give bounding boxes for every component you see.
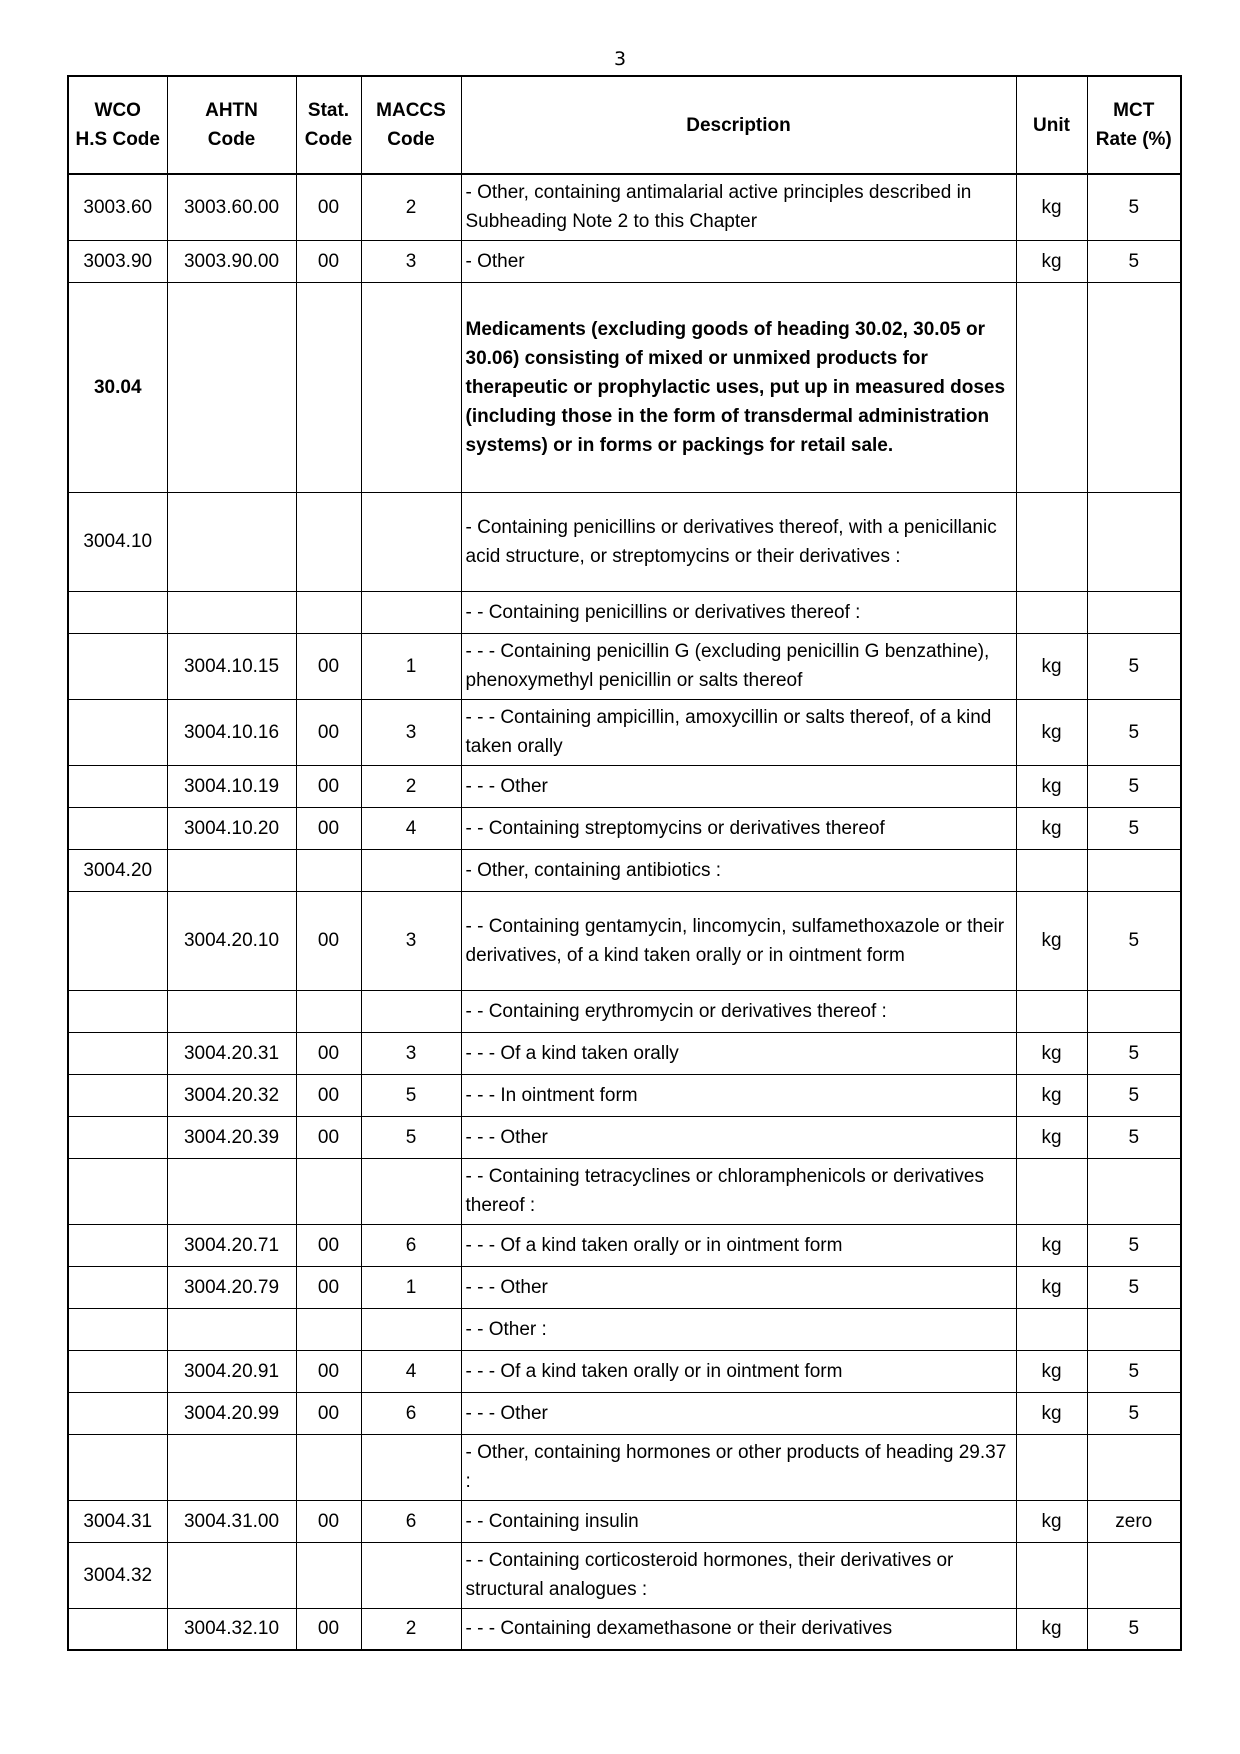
maccs-code-cell: 4 [361, 1350, 461, 1392]
table-row [68, 1266, 1181, 1308]
description-cell: - Other, containing antimalarial active principles described in Subheading Note 2 to this Chapter [461, 174, 1016, 240]
maccs-code-cell [361, 849, 461, 891]
rate-cell: 5 [1087, 240, 1181, 282]
wco-code-cell: 3003.90 [68, 240, 167, 282]
table-row [68, 807, 1181, 849]
ahtn-code-cell: 3004.20.32 [167, 1074, 296, 1116]
description-cell: - - Containing tetracyclines or chloramphenicols or derivatives thereof : [461, 1158, 1016, 1224]
maccs-code-cell [361, 591, 461, 633]
unit-cell: kg [1016, 174, 1087, 240]
wco-code-cell [68, 1308, 167, 1350]
rate-cell: 5 [1087, 891, 1181, 990]
maccs-code-cell [361, 1542, 461, 1608]
table-row [68, 174, 1181, 240]
maccs-code-cell: 6 [361, 1224, 461, 1266]
table-row [68, 1350, 1181, 1392]
wco-code-cell [68, 807, 167, 849]
header-stat-code: Stat. Code [296, 76, 361, 174]
stat-code-cell: 00 [296, 1266, 361, 1308]
rate-cell: 5 [1087, 1224, 1181, 1266]
description-cell: - - Containing erythromycin or derivatives thereof : [461, 990, 1016, 1032]
unit-cell [1016, 849, 1087, 891]
header-ahtn-code: AHTN Code [167, 76, 296, 174]
rate-cell [1087, 849, 1181, 891]
stat-code-cell [296, 849, 361, 891]
rate-cell: 5 [1087, 699, 1181, 765]
stat-code-cell: 00 [296, 1500, 361, 1542]
table-row [68, 891, 1181, 990]
wco-code-cell: 3004.31 [68, 1500, 167, 1542]
table-row [68, 1392, 1181, 1434]
wco-code-cell [68, 1392, 167, 1434]
maccs-code-cell: 1 [361, 633, 461, 699]
rate-cell [1087, 1158, 1181, 1224]
stat-code-cell: 00 [296, 807, 361, 849]
unit-cell: kg [1016, 1266, 1087, 1308]
description-cell: - - - Other [461, 1392, 1016, 1434]
unit-cell: kg [1016, 240, 1087, 282]
table-row [68, 1608, 1181, 1650]
wco-code-cell: 3004.32 [68, 1542, 167, 1608]
table-row [68, 492, 1181, 591]
stat-code-cell [296, 492, 361, 591]
ahtn-code-cell [167, 282, 296, 492]
rate-cell: 5 [1087, 1392, 1181, 1434]
unit-cell: kg [1016, 1608, 1087, 1650]
ahtn-code-cell [167, 1158, 296, 1224]
stat-code-cell: 00 [296, 1074, 361, 1116]
description-cell: - Containing penicillins or derivatives thereof, with a penicillanic acid structure, or streptomycins or their derivatives : [461, 492, 1016, 591]
stat-code-cell: 00 [296, 1608, 361, 1650]
table-row [68, 1542, 1181, 1608]
stat-code-cell: 00 [296, 891, 361, 990]
maccs-code-cell: 4 [361, 807, 461, 849]
table-row [68, 240, 1181, 282]
rate-cell [1087, 492, 1181, 591]
description-cell: - - Containing corticosteroid hormones, their derivatives or structural analogues : [461, 1542, 1016, 1608]
wco-code-cell [68, 1350, 167, 1392]
unit-cell: kg [1016, 633, 1087, 699]
table-row [68, 1308, 1181, 1350]
rate-cell [1087, 1434, 1181, 1500]
wco-code-cell [68, 1158, 167, 1224]
header-maccs-code: MACCS Code [361, 76, 461, 174]
ahtn-code-cell: 3004.10.15 [167, 633, 296, 699]
ahtn-code-cell [167, 591, 296, 633]
rate-cell: 5 [1087, 633, 1181, 699]
table-row [68, 699, 1181, 765]
stat-code-cell: 00 [296, 1116, 361, 1158]
stat-code-cell [296, 1158, 361, 1224]
description-cell: - Other, containing hormones or other products of heading 29.37 : [461, 1434, 1016, 1500]
ahtn-code-cell: 3003.60.00 [167, 174, 296, 240]
ahtn-code-cell: 3004.20.31 [167, 1032, 296, 1074]
maccs-code-cell [361, 1308, 461, 1350]
ahtn-code-cell: 3003.90.00 [167, 240, 296, 282]
description-cell: - - Containing gentamycin, lincomycin, sulfamethoxazole or their derivatives, of a kind taken orally or in ointment form [461, 891, 1016, 990]
unit-cell: kg [1016, 807, 1087, 849]
wco-code-cell: 3004.10 [68, 492, 167, 591]
unit-cell: kg [1016, 1116, 1087, 1158]
rate-cell [1087, 990, 1181, 1032]
rate-cell [1087, 282, 1181, 492]
unit-cell: kg [1016, 1392, 1087, 1434]
wco-code-cell [68, 891, 167, 990]
unit-cell: kg [1016, 1350, 1087, 1392]
stat-code-cell [296, 990, 361, 1032]
wco-code-cell [68, 1116, 167, 1158]
ahtn-code-cell [167, 849, 296, 891]
description-cell: - - Other : [461, 1308, 1016, 1350]
stat-code-cell [296, 1308, 361, 1350]
description-cell: - - Containing penicillins or derivatives thereof : [461, 591, 1016, 633]
table-row [68, 1434, 1181, 1500]
rate-cell: 5 [1087, 1032, 1181, 1074]
ahtn-code-cell [167, 492, 296, 591]
page-number: 3 [613, 48, 627, 70]
description-cell: Medicaments (excluding goods of heading 30.02, 30.05 or 30.06) consisting of mixed or unmixed products for therapeutic or prophylactic uses, put up in measured doses (including those in the form of transdermal administration systems) or in forms or packings for retail sale. [461, 282, 1016, 492]
unit-cell [1016, 990, 1087, 1032]
stat-code-cell: 00 [296, 1224, 361, 1266]
stat-code-cell: 00 [296, 699, 361, 765]
table-header-row [68, 76, 1181, 174]
description-cell: - - - Containing ampicillin, amoxycillin or salts thereof, of a kind taken orally [461, 699, 1016, 765]
table-row [68, 849, 1181, 891]
ahtn-code-cell: 3004.10.20 [167, 807, 296, 849]
wco-code-cell [68, 1266, 167, 1308]
rate-cell: 5 [1087, 1266, 1181, 1308]
maccs-code-cell: 2 [361, 1608, 461, 1650]
table-row [68, 1032, 1181, 1074]
unit-cell [1016, 282, 1087, 492]
table-row [68, 1074, 1181, 1116]
wco-code-cell [68, 765, 167, 807]
wco-code-cell [68, 1032, 167, 1074]
stat-code-cell: 00 [296, 1032, 361, 1074]
maccs-code-cell: 3 [361, 699, 461, 765]
maccs-code-cell: 6 [361, 1392, 461, 1434]
unit-cell: kg [1016, 699, 1087, 765]
description-cell: - - Containing insulin [461, 1500, 1016, 1542]
ahtn-code-cell [167, 1542, 296, 1608]
ahtn-code-cell: 3004.10.19 [167, 765, 296, 807]
wco-code-cell [68, 591, 167, 633]
description-cell: - - - Other [461, 1116, 1016, 1158]
table-row [68, 1158, 1181, 1224]
ahtn-code-cell: 3004.32.10 [167, 1608, 296, 1650]
wco-code-cell [68, 1074, 167, 1116]
rate-cell [1087, 591, 1181, 633]
stat-code-cell: 00 [296, 1392, 361, 1434]
ahtn-code-cell: 3004.31.00 [167, 1500, 296, 1542]
wco-code-cell [68, 633, 167, 699]
maccs-code-cell [361, 1158, 461, 1224]
unit-cell [1016, 591, 1087, 633]
table-row [68, 591, 1181, 633]
rate-cell [1087, 1542, 1181, 1608]
unit-cell: kg [1016, 765, 1087, 807]
maccs-code-cell: 1 [361, 1266, 461, 1308]
ahtn-code-cell: 3004.20.99 [167, 1392, 296, 1434]
ahtn-code-cell: 3004.20.71 [167, 1224, 296, 1266]
table-row [68, 1500, 1181, 1542]
stat-code-cell [296, 282, 361, 492]
maccs-code-cell [361, 282, 461, 492]
wco-code-cell: 30.04 [68, 282, 167, 492]
wco-code-cell [68, 1608, 167, 1650]
unit-cell [1016, 1434, 1087, 1500]
table-row [68, 633, 1181, 699]
header-wco-hs-code: WCO H.S Code [68, 76, 167, 174]
rate-cell: zero [1087, 1500, 1181, 1542]
stat-code-cell: 00 [296, 174, 361, 240]
tariff-table [67, 75, 1182, 1651]
unit-cell [1016, 1542, 1087, 1608]
description-cell: - Other, containing antibiotics : [461, 849, 1016, 891]
maccs-code-cell: 3 [361, 1032, 461, 1074]
header-unit: Unit [1016, 76, 1087, 174]
description-cell: - - - Of a kind taken orally [461, 1032, 1016, 1074]
stat-code-cell: 00 [296, 1350, 361, 1392]
table-row [68, 1224, 1181, 1266]
unit-cell [1016, 492, 1087, 591]
ahtn-code-cell: 3004.20.91 [167, 1350, 296, 1392]
unit-cell: kg [1016, 1224, 1087, 1266]
rate-cell: 5 [1087, 1116, 1181, 1158]
unit-cell: kg [1016, 1032, 1087, 1074]
stat-code-cell [296, 1542, 361, 1608]
description-cell: - - - Containing dexamethasone or their derivatives [461, 1608, 1016, 1650]
rate-cell: 5 [1087, 1074, 1181, 1116]
ahtn-code-cell: 3004.20.79 [167, 1266, 296, 1308]
unit-cell: kg [1016, 891, 1087, 990]
rate-cell [1087, 1308, 1181, 1350]
rate-cell: 5 [1087, 1608, 1181, 1650]
table-row [68, 990, 1181, 1032]
wco-code-cell [68, 1224, 167, 1266]
unit-cell [1016, 1308, 1087, 1350]
wco-code-cell [68, 990, 167, 1032]
stat-code-cell [296, 1434, 361, 1500]
ahtn-code-cell [167, 990, 296, 1032]
maccs-code-cell [361, 492, 461, 591]
ahtn-code-cell: 3004.20.39 [167, 1116, 296, 1158]
rate-cell: 5 [1087, 1350, 1181, 1392]
rate-cell: 5 [1087, 174, 1181, 240]
unit-cell [1016, 1158, 1087, 1224]
table-row [68, 282, 1181, 492]
rate-cell: 5 [1087, 765, 1181, 807]
ahtn-code-cell: 3004.10.16 [167, 699, 296, 765]
wco-code-cell [68, 1434, 167, 1500]
wco-code-cell: 3003.60 [68, 174, 167, 240]
description-cell: - - - In ointment form [461, 1074, 1016, 1116]
stat-code-cell [296, 591, 361, 633]
maccs-code-cell: 3 [361, 891, 461, 990]
description-cell: - - - Other [461, 765, 1016, 807]
description-cell: - - - Containing penicillin G (excluding penicillin G benzathine), phenoxymethyl penicillin or salts thereof [461, 633, 1016, 699]
description-cell: - - Containing streptomycins or derivatives thereof [461, 807, 1016, 849]
wco-code-cell [68, 699, 167, 765]
unit-cell: kg [1016, 1074, 1087, 1116]
stat-code-cell: 00 [296, 765, 361, 807]
header-mct-rate: MCT Rate (%) [1087, 76, 1181, 174]
description-cell: - - - Other [461, 1266, 1016, 1308]
ahtn-code-cell [167, 1308, 296, 1350]
wco-code-cell: 3004.20 [68, 849, 167, 891]
table-row [68, 1116, 1181, 1158]
maccs-code-cell: 3 [361, 240, 461, 282]
maccs-code-cell: 5 [361, 1116, 461, 1158]
rate-cell: 5 [1087, 807, 1181, 849]
stat-code-cell: 00 [296, 240, 361, 282]
stat-code-cell: 00 [296, 633, 361, 699]
maccs-code-cell [361, 1434, 461, 1500]
unit-cell: kg [1016, 1500, 1087, 1542]
ahtn-code-cell: 3004.20.10 [167, 891, 296, 990]
maccs-code-cell: 5 [361, 1074, 461, 1116]
maccs-code-cell: 6 [361, 1500, 461, 1542]
description-cell: - - - Of a kind taken orally or in ointment form [461, 1350, 1016, 1392]
header-description: Description [461, 76, 1016, 174]
maccs-code-cell [361, 990, 461, 1032]
maccs-code-cell: 2 [361, 765, 461, 807]
ahtn-code-cell [167, 1434, 296, 1500]
table-row [68, 765, 1181, 807]
description-cell: - - - Of a kind taken orally or in ointment form [461, 1224, 1016, 1266]
description-cell: - Other [461, 240, 1016, 282]
maccs-code-cell: 2 [361, 174, 461, 240]
